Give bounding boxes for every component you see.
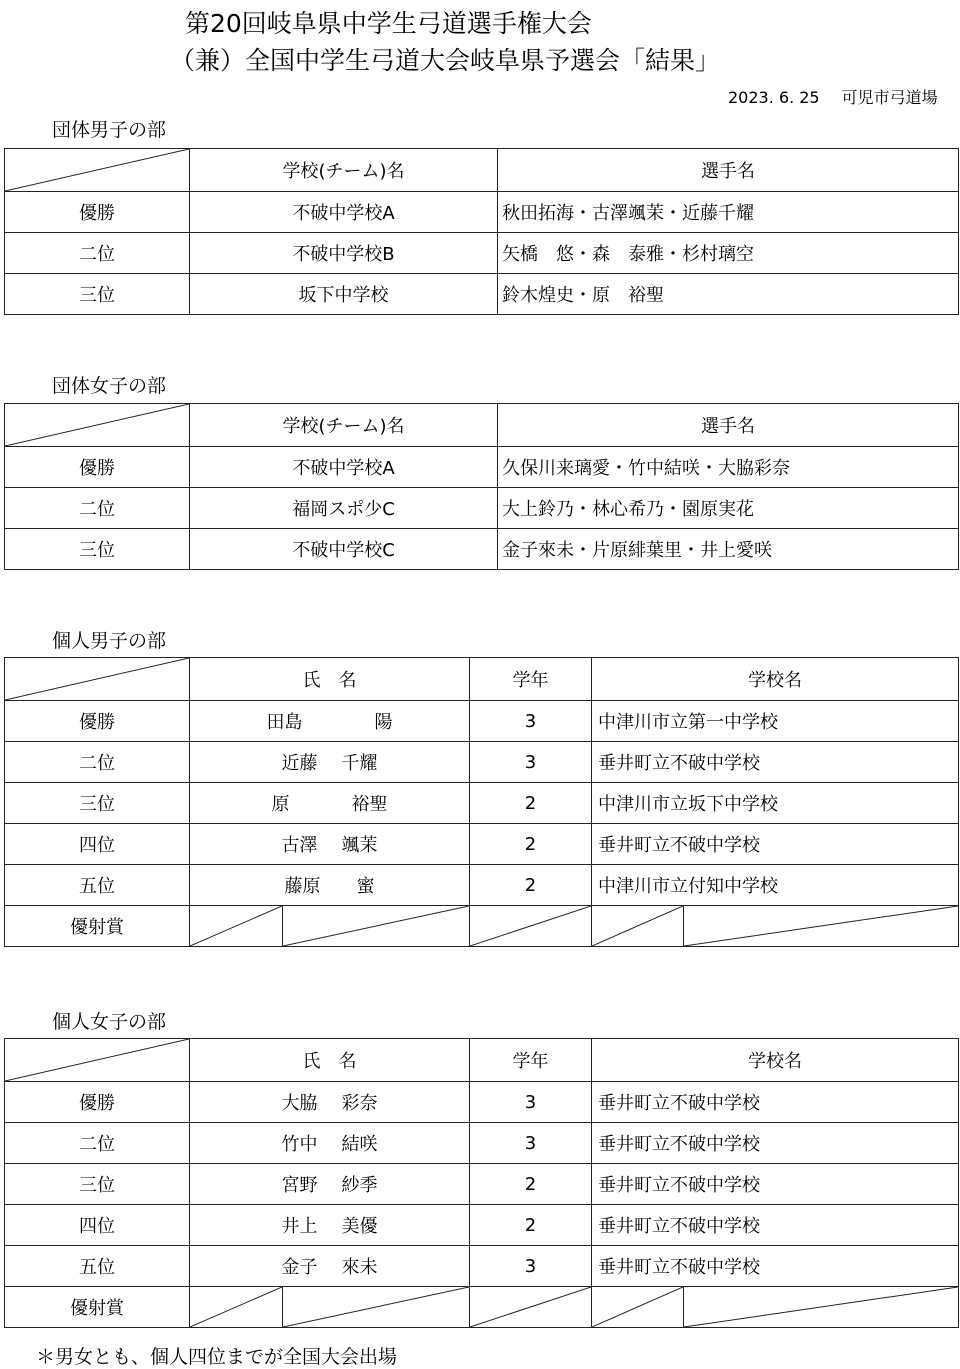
award-row xyxy=(5,1287,959,1328)
event-date: 2023. 6. 25 xyxy=(728,88,820,107)
school-cell: 中津川市立付知中学校 xyxy=(592,865,959,906)
table-header-row xyxy=(5,149,959,192)
school-cell: 垂井町立不破中学校 xyxy=(592,1164,959,1205)
rank-cell: 五位 xyxy=(5,1246,190,1287)
name-given: 美優 xyxy=(341,1216,378,1237)
school-cell: 中津川市立第一中学校 xyxy=(592,701,959,742)
title-line-2: （兼）全国中学生弓道大会岐阜県予選会「結果」 xyxy=(170,46,721,75)
name-family: 大脇 xyxy=(281,1093,318,1114)
name-given: 千耀 xyxy=(341,753,378,774)
col-grade-header: 学年 xyxy=(470,658,592,701)
name-given: 陽 xyxy=(374,712,393,733)
school-cell: 垂井町立不破中学校 xyxy=(592,742,959,783)
school-cell: 中津川市立坂下中学校 xyxy=(592,783,959,824)
table-row xyxy=(5,1164,959,1205)
col-name-header: 氏 名 xyxy=(190,658,470,701)
rank-cell: 優勝 xyxy=(5,701,190,742)
table-row xyxy=(5,701,959,742)
indiv-girls-table xyxy=(4,1038,959,1328)
col-grade-header: 学年 xyxy=(470,1039,592,1082)
players-cell: 大上鈴乃・林心希乃・園原実花 xyxy=(498,488,959,529)
rank-cell: 三位 xyxy=(5,274,190,315)
diagonal-cell xyxy=(592,1287,684,1328)
school-cell: 垂井町立不破中学校 xyxy=(592,1246,959,1287)
table-row xyxy=(5,865,959,906)
grade-cell: 2 xyxy=(470,865,592,906)
table-row xyxy=(5,233,959,274)
rank-cell: 三位 xyxy=(5,529,190,570)
diagonal-cell xyxy=(592,906,684,947)
table-row xyxy=(5,192,959,233)
school-cell: 垂井町立不破中学校 xyxy=(592,1205,959,1246)
team-boys-table xyxy=(4,148,959,315)
rank-cell: 二位 xyxy=(5,488,190,529)
table-header-row xyxy=(5,658,959,701)
diagonal-cell xyxy=(470,906,592,947)
rank-cell: 二位 xyxy=(5,233,190,274)
table-header-row xyxy=(5,1039,959,1082)
award-label: 優射賞 xyxy=(5,906,190,947)
school-cell: 不破中学校A xyxy=(190,447,498,488)
name-cell xyxy=(190,1246,470,1287)
name-cell xyxy=(190,865,470,906)
table-row xyxy=(5,1082,959,1123)
name-family: 近藤 xyxy=(281,753,318,774)
school-cell: 不破中学校B xyxy=(190,233,498,274)
diagonal-cell xyxy=(684,906,959,947)
name-given: 結咲 xyxy=(341,1134,378,1155)
table-row xyxy=(5,1205,959,1246)
col-school-header: 学校名 xyxy=(592,1039,959,1082)
indiv-boys-table xyxy=(4,657,959,947)
col-school-header: 学校名 xyxy=(592,658,959,701)
table-row xyxy=(5,1123,959,1164)
title-line-1: 第20回岐阜県中学生弓道選手権大会 xyxy=(185,9,592,38)
diagonal-cell xyxy=(283,906,470,947)
players-cell: 久保川来璃愛・竹中結咲・大脇彩奈 xyxy=(498,447,959,488)
grade-cell: 3 xyxy=(470,1246,592,1287)
name-cell xyxy=(190,1123,470,1164)
grade-cell: 2 xyxy=(470,783,592,824)
diagonal-cell xyxy=(190,906,283,947)
name-given: 裕聖 xyxy=(351,794,388,815)
col-players-header: 選手名 xyxy=(498,149,959,192)
rank-cell: 四位 xyxy=(5,1205,190,1246)
school-cell: 福岡スポ少C xyxy=(190,488,498,529)
table-row xyxy=(5,447,959,488)
table-row xyxy=(5,742,959,783)
grade-cell: 3 xyxy=(470,701,592,742)
rank-cell: 三位 xyxy=(5,1164,190,1205)
rank-cell: 優勝 xyxy=(5,447,190,488)
grade-cell: 3 xyxy=(470,1082,592,1123)
name-family: 金子 xyxy=(281,1257,318,1278)
col-school-header: 学校(チーム)名 xyxy=(190,149,498,192)
players-cell: 秋田拓海・古澤颯茉・近藤千耀 xyxy=(498,192,959,233)
table-row xyxy=(5,529,959,570)
name-family: 藤原 xyxy=(284,876,321,897)
name-family: 宮野 xyxy=(281,1175,318,1196)
date-venue-line xyxy=(728,85,938,108)
players-cell: 矢橋 悠・森 泰雅・杉村璃空 xyxy=(498,233,959,274)
table-row xyxy=(5,1246,959,1287)
diagonal-cell xyxy=(283,1287,470,1328)
name-cell xyxy=(190,1164,470,1205)
indiv-girls-heading: 個人女子の部 xyxy=(52,1011,167,1033)
grade-cell: 3 xyxy=(470,742,592,783)
table-header-row xyxy=(5,404,959,447)
players-cell: 鈴木煌史・原 裕聖 xyxy=(498,274,959,315)
rank-cell: 二位 xyxy=(5,742,190,783)
col-school-header: 学校(チーム)名 xyxy=(190,404,498,447)
name-cell xyxy=(190,701,470,742)
school-cell: 坂下中学校 xyxy=(190,274,498,315)
diagonal-cell xyxy=(5,149,190,192)
school-cell: 不破中学校A xyxy=(190,192,498,233)
name-given: 蜜 xyxy=(356,876,375,897)
diagonal-cell xyxy=(470,1287,592,1328)
name-cell xyxy=(190,1082,470,1123)
name-cell xyxy=(190,824,470,865)
rank-cell: 優勝 xyxy=(5,1082,190,1123)
diagonal-cell xyxy=(5,1039,190,1082)
grade-cell: 2 xyxy=(470,824,592,865)
name-given: 來未 xyxy=(341,1257,378,1278)
name-cell xyxy=(190,1205,470,1246)
event-venue: 可児市弓道場 xyxy=(841,88,938,107)
table-row xyxy=(5,824,959,865)
name-given: 彩奈 xyxy=(341,1093,378,1114)
footnote: ＊男女とも、個人四位までが全国大会出場 xyxy=(36,1346,398,1368)
name-family: 竹中 xyxy=(281,1134,318,1155)
name-family: 原 xyxy=(271,794,290,815)
award-label: 優射賞 xyxy=(5,1287,190,1328)
team-girls-heading: 団体女子の部 xyxy=(52,375,167,397)
name-family: 田島 xyxy=(266,712,303,733)
grade-cell: 2 xyxy=(470,1164,592,1205)
diagonal-cell xyxy=(190,1287,283,1328)
table-row xyxy=(5,274,959,315)
name-cell xyxy=(190,742,470,783)
rank-cell: 五位 xyxy=(5,865,190,906)
grade-cell: 2 xyxy=(470,1205,592,1246)
col-name-header: 氏 名 xyxy=(190,1039,470,1082)
name-given: 颯茉 xyxy=(341,835,378,856)
school-cell: 垂井町立不破中学校 xyxy=(592,824,959,865)
col-players-header: 選手名 xyxy=(498,404,959,447)
rank-cell: 四位 xyxy=(5,824,190,865)
grade-cell: 3 xyxy=(470,1123,592,1164)
diagonal-cell xyxy=(5,658,190,701)
team-boys-heading: 団体男子の部 xyxy=(52,119,167,141)
name-given: 紗季 xyxy=(341,1175,378,1196)
name-family: 井上 xyxy=(281,1216,318,1237)
table-row xyxy=(5,783,959,824)
rank-cell: 優勝 xyxy=(5,192,190,233)
school-cell: 垂井町立不破中学校 xyxy=(592,1123,959,1164)
indiv-boys-heading: 個人男子の部 xyxy=(52,630,167,652)
diagonal-cell xyxy=(684,1287,959,1328)
award-row xyxy=(5,906,959,947)
diagonal-cell xyxy=(5,404,190,447)
rank-cell: 二位 xyxy=(5,1123,190,1164)
name-cell xyxy=(190,783,470,824)
name-family: 古澤 xyxy=(281,835,318,856)
school-cell: 垂井町立不破中学校 xyxy=(592,1082,959,1123)
players-cell: 金子來未・片原緋葉里・井上愛咲 xyxy=(498,529,959,570)
rank-cell: 三位 xyxy=(5,783,190,824)
school-cell: 不破中学校C xyxy=(190,529,498,570)
team-girls-table xyxy=(4,403,959,570)
table-row xyxy=(5,488,959,529)
